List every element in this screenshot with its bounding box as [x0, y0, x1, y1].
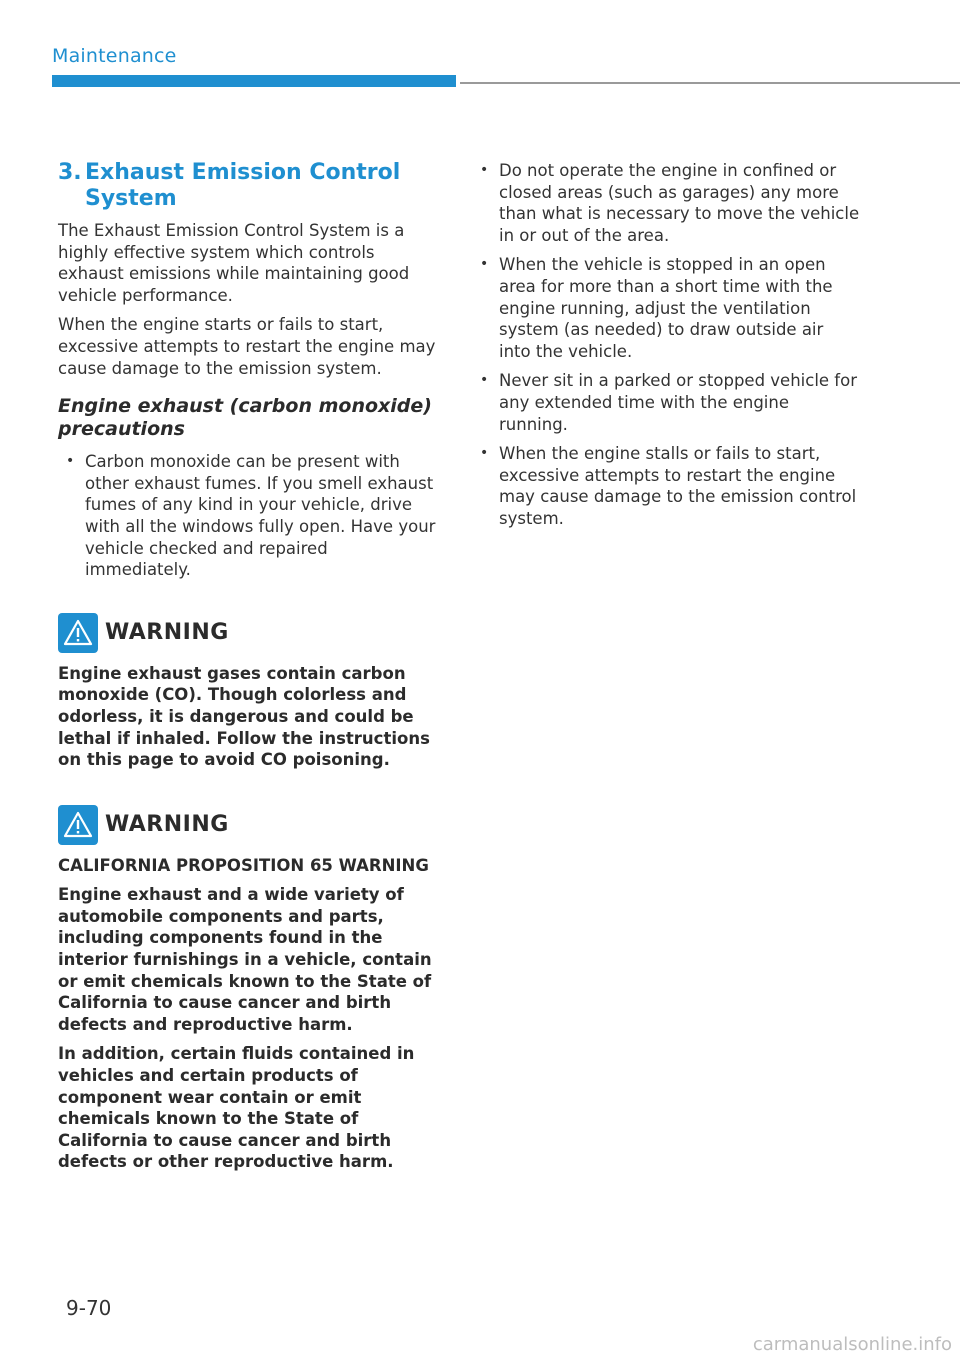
right-column — [472, 160, 860, 538]
bullet-dot: • — [480, 256, 489, 273]
warning-triangle-icon — [58, 613, 98, 653]
list-item — [472, 160, 860, 246]
list-item-text: Do not operate the engine in confined or closed areas (such as garages) any more than what is necessary to move the vehicle in or out of the area. — [499, 161, 860, 245]
bullet-dot: • — [480, 162, 489, 178]
bullet-dot: • — [66, 453, 75, 470]
warning-text: Engine exhaust gases contain carbon monoxide (CO). Though colorless and odorless, it is dangerous and could be lethal if inhaled. Follow the instructions on this page to avoid CO poisoning. — [58, 663, 430, 770]
bullet-dot: • — [480, 372, 489, 389]
warning-label: WARNING — [105, 620, 229, 646]
warning-heading: CALIFORNIA PROPOSITION 65 WARNING — [58, 855, 429, 875]
list-item-text: When the vehicle is stopped in an open area for more than a short time with the engine running, adjust the ventilation system (as needed) to draw outside air into the vehicle. — [499, 255, 833, 361]
warning-header — [58, 805, 436, 845]
bullet-dot: • — [480, 445, 489, 462]
section-title — [58, 160, 436, 212]
list-item — [472, 254, 860, 362]
list-item-text: Carbon monoxide can be present with other exhaust fumes. If you smell exhaust fumes of any kind in your vehicle, drive with all the windows fully open. Have your vehicle checked and repaired immediately. — [85, 452, 436, 580]
right-bullets — [472, 160, 860, 530]
section-title-text: Exhaust Emission Control System — [85, 160, 401, 211]
section-paragraph: The Exhaust Emission Control System is a highly effective system which controls exhaust emissions while maintaining good vehicle performance. — [58, 221, 410, 305]
warning-triangle-icon — [58, 805, 98, 845]
list-item — [472, 443, 860, 529]
list-item-text: When the engine stalls or fails to start, excessive attempts to restart the engine may cause damage to the emission control system. — [499, 444, 857, 528]
warning-text: In addition, certain fluids contained in vehicles and certain products of component wear contain or emit chemicals known to the State of California to cause cancer and birth defects or other reproductive harm. — [58, 1044, 415, 1172]
list-item-text: Never sit in a parked or stopped vehicle for any extended time with the engine running. — [499, 371, 857, 434]
header-rule-thin — [460, 82, 960, 84]
header-rule-thick — [52, 75, 456, 87]
page-number: 9-70 — [66, 1296, 112, 1320]
subsection-title: Engine exhaust (carbon monoxide) precautions — [58, 395, 432, 441]
warning-label: WARNING — [105, 812, 229, 838]
section-paragraph: When the engine starts or fails to start, excessive attempts to restart the engine may cause damage to the emission system. — [58, 315, 436, 378]
watermark: carmanualsonline.info — [752, 1334, 952, 1355]
subsection-bullets — [58, 451, 436, 581]
list-item — [472, 370, 860, 435]
list-item — [58, 451, 436, 581]
warning-text: Engine exhaust and a wide variety of automobile components and parts, including components found in the interior furnishings in a vehicle, contain or emit chemicals known to the State of California to cause cancer and birth defects and reproductive harm. — [58, 885, 432, 1034]
warning-header — [58, 613, 436, 653]
section-number: 3. — [58, 160, 82, 185]
left-column — [58, 160, 436, 1181]
header-title: Maintenance — [52, 45, 177, 67]
